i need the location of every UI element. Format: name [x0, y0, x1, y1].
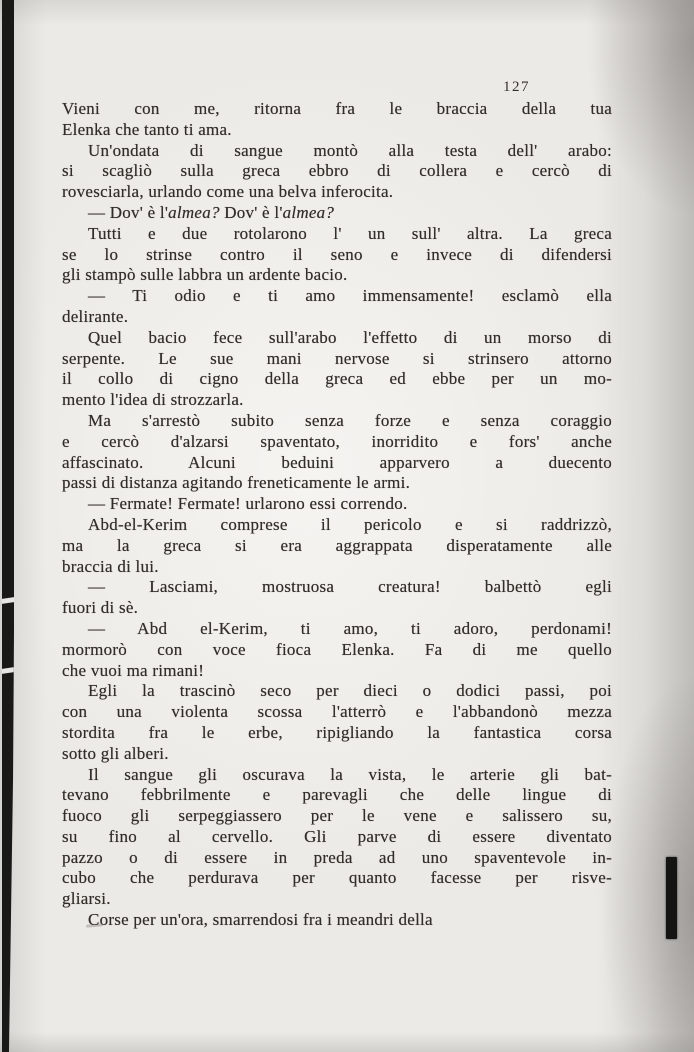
text-line: — Lasciami, mostruosa creatura! balbettò egli	[88, 577, 612, 597]
text-line: Ma s'arrestò subito senza forze e senza coraggio	[88, 410, 612, 430]
binding-bar-notch	[2, 667, 14, 674]
text-line: tevano febbrilmente e parevagli che delle lingue di	[62, 785, 612, 805]
text-line: fuori di sè.	[62, 598, 139, 618]
text-line: su fino al cervello. Gli parve di essere diventato	[62, 826, 612, 846]
text-line: Vieni con me, ritorna fra le braccia della tua	[62, 99, 612, 118]
text-line: Il sangue gli oscurava la vista, le arterie gli bat-	[88, 764, 612, 784]
text-line: delirante.	[62, 306, 129, 326]
text-line: — Ti odio e ti amo immensamente! esclamò ella	[88, 286, 612, 306]
text-line: affascinato. Alcuni beduini apparvero a duecento	[62, 452, 612, 472]
text-line: se lo strinse contro il seno e invece di difendersi	[62, 244, 612, 264]
text-line: fuoco gli serpeggiassero per le vene e salissero su,	[62, 806, 612, 826]
text-line: il collo di cigno della greca ed ebbe per un mo-	[62, 369, 612, 389]
ink-mark	[666, 857, 677, 939]
text-line: ma la greca si era aggrappata disperatamente alle	[62, 535, 612, 555]
text-line: Quel bacio fece sull'arabo l'effetto di un morso di	[88, 327, 612, 347]
text-line: — Abd el-Kerim, ti amo, ti adoro, perdonami!	[88, 618, 612, 638]
page-number: 127	[503, 79, 530, 95]
text-line: con una violenta scossa l'atterrò e l'abbandonò mezza	[62, 702, 612, 722]
text-line: Tutti e due rotolarono l' un sull' altra. La greca	[88, 223, 612, 243]
text-line: serpente. Le sue mani nervose si strinsero attorno	[62, 348, 612, 368]
text-line: cubo che perdurava per quanto facesse per risve-	[62, 868, 612, 888]
text-line: mormorò con voce fioca Elenka. Fa di me quello	[62, 639, 612, 659]
text-line: gli stampò sulle labbra un ardente bacio.	[62, 265, 348, 285]
text-line: pazzo o di essere in preda ad uno spaventevole in-	[62, 847, 612, 867]
text-line: braccia di lui.	[62, 556, 159, 576]
page-text	[62, 99, 612, 931]
text-line: gliarsi.	[62, 889, 111, 909]
text-line: stordita fra le erbe, ripigliando la fantastica corsa	[62, 722, 612, 742]
binding-bar-notch	[2, 597, 14, 604]
text-line: passi di distanza agitando freneticamente le armi.	[62, 473, 411, 493]
text-line: — Fermate! Fermate! urlarono essi correndo.	[88, 494, 408, 514]
text-line: — Dov' è l'almea? Dov' è l'almea?	[88, 202, 335, 222]
binding-shadow-bar	[2, 0, 14, 1052]
text-line: che vuoi ma rimani!	[62, 660, 205, 680]
text-line: si scagliò sulla greca ebbro di collera e cercò di	[62, 161, 612, 181]
text-line: rovesciarla, urlando come una belva inferocita.	[62, 182, 394, 202]
text-line: Corse per un'ora, smarrendosi fra i meandri della	[88, 910, 433, 930]
text-line: Un'ondata di sangue montò alla testa dell' arabo:	[88, 140, 612, 160]
text-line: Abd-el-Kerim comprese il pericolo e si raddrizzò,	[88, 514, 612, 534]
text-line: sotto gli alberi.	[62, 743, 169, 763]
text-line: mento l'idea di strozzarla.	[62, 390, 244, 410]
text-line: Elenka che tanto ti ama.	[62, 119, 232, 139]
text-line: e cercò d'alzarsi spaventato, inorridito e fors' anche	[62, 431, 612, 451]
text-line: Egli la trascinò seco per dieci o dodici passi, poi	[88, 681, 612, 701]
